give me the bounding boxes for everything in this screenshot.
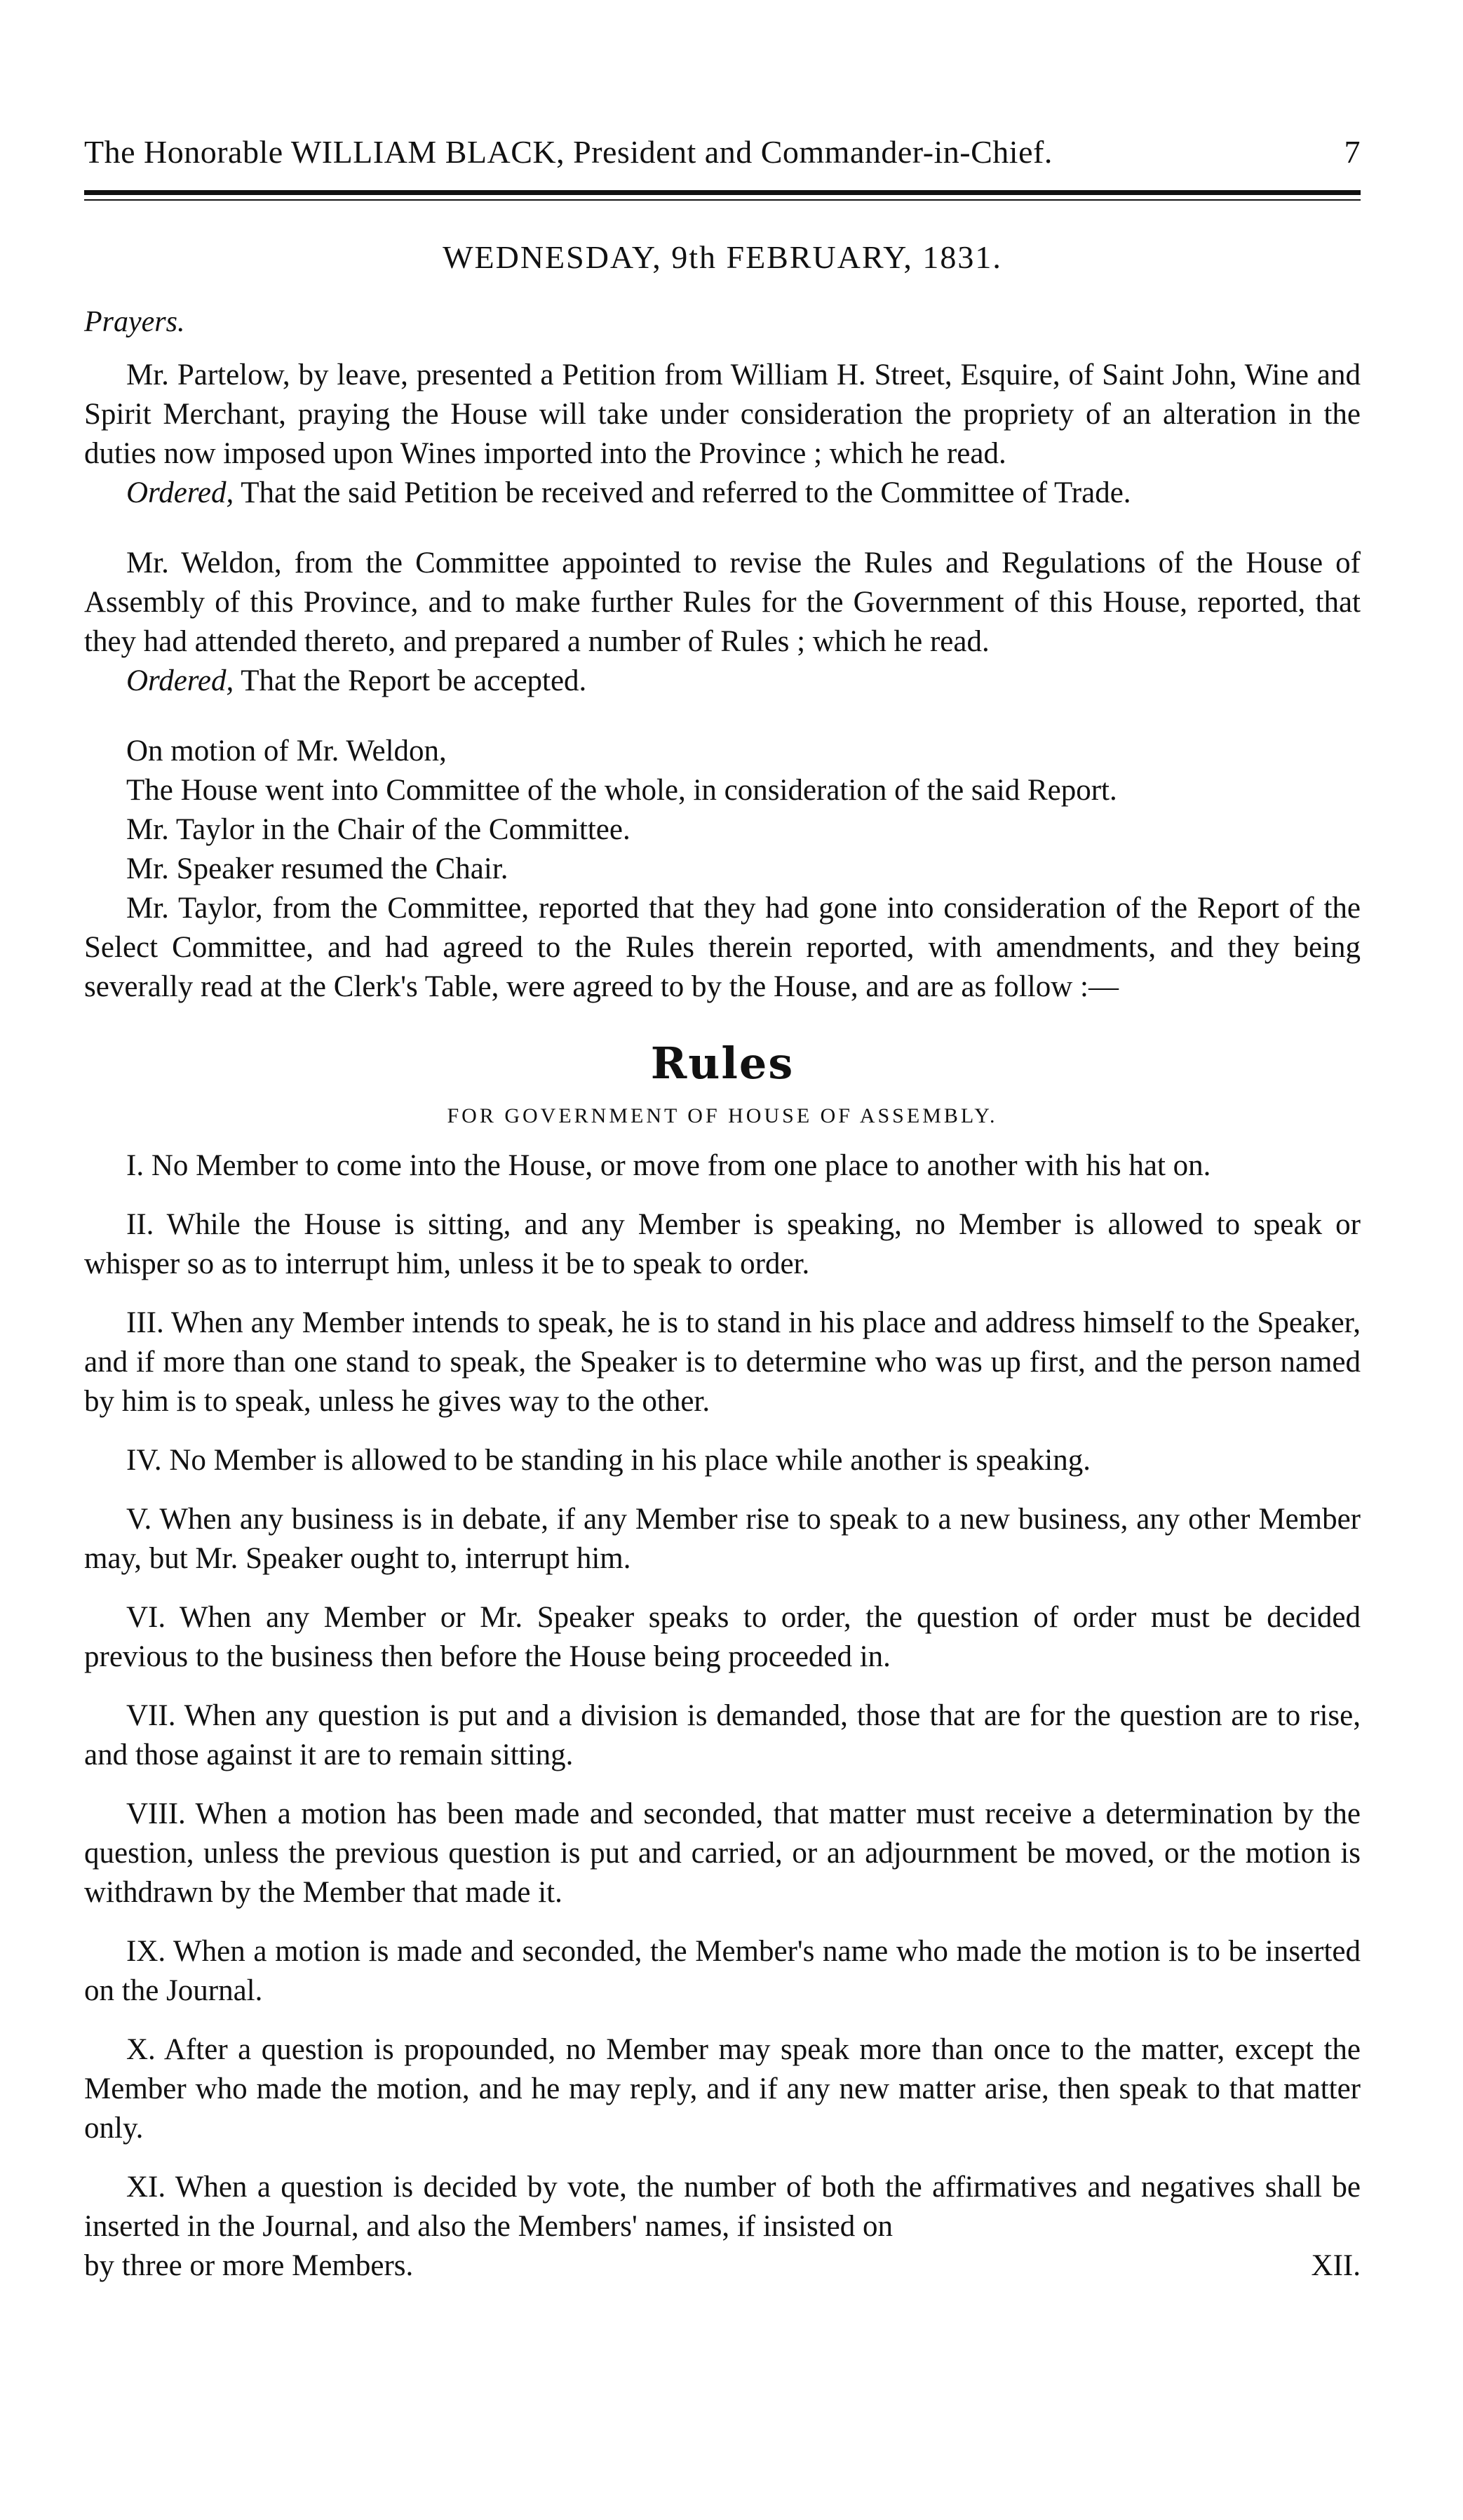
rule-text: No Member is allowed to be standing in his place while another is speaking. [161,1444,1091,1477]
rule-item [84,1441,1361,1480]
prayers-label: Prayers. [84,306,185,338]
rule-text: When any question is put and a division is demanded, those that are for the question are to rise, and those against it are to remain sitting. [84,1699,1361,1771]
rule-number: VI. [126,1601,166,1634]
rule-number: II. [126,1208,154,1241]
catchword: XII. [1311,2249,1361,2282]
rules-heading: Rules [650,1038,795,1089]
rule-number: I. [126,1149,144,1182]
rule-text: After a question is propounded, no Member may speak more than once to the matter, except the Member who made the motion, and he may reply, and if any new matter arise, then speak to that matter only. [84,2033,1361,2145]
ordered-label: Ordered, [126,476,234,509]
rule-text: When any business is in debate, if any Member rise to speak to a new business, any other Member may, but Mr. Speaker ought to, interrupt him. [84,1503,1361,1575]
rule-item [84,1795,1361,1912]
rule-item [84,1932,1361,2011]
date-heading: WEDNESDAY, 9th FEBRUARY, 1831. [443,239,1002,275]
rule-item [84,1205,1361,1284]
rules-subheading: FOR GOVERNMENT OF HOUSE OF ASSEMBLY. [447,1104,998,1127]
rule-number: XI. [126,2171,166,2204]
rule-item [84,1146,1361,1186]
rule-text: When a motion is made and seconded, the Member's name who made the motion is to be inserted on the Journal. [84,1935,1361,2007]
committee-report-paragraph: Mr. Taylor, from the Committee, reported that they had gone into consideration of the Report of the Select Committee, and had agreed to the Rules therein reported, with amendments, and they being severally read at the Clerk's Table, were agreed to by the House, and are as follow :— [84,892,1361,1003]
paragraph-committee-report: Mr. Weldon, from the Committee appointed to revise the Rules and Regulations of the House of Assembly of this Province, and to make further Rules for the Government of this House, reported, that they had attended thereto, and prepared a number of Rules ; which he read. [84,547,1361,658]
rule-text: No Member to come into the House, or move from one place to another with his hat on. [144,1149,1211,1182]
rule-text-last-line: by three or more Members. [84,2249,414,2282]
rule-item [84,1303,1361,1421]
rule-text: When a motion has been made and seconded, that matter must receive a determination by the question, unless the previous question is put and carried, or an adjournment be moved, or the motion is withdrawn by the Member that made it. [84,1797,1361,1909]
chair-line: Mr. Taylor in the Chair of the Committee. [126,813,631,846]
committee-line: The House went into Committee of the whole, in consideration of the said Report. [126,774,1117,807]
rule-number: IX. [126,1935,166,1968]
rule-item [84,1598,1361,1677]
rule-item [84,1696,1361,1775]
header-rule-thick [84,190,1361,195]
header-rule-thin [84,199,1361,201]
rule-number: X. [126,2033,156,2066]
rule-text: When any Member or Mr. Speaker speaks to order, the question of order must be decided previous to the business then before the House being proceeded in. [84,1601,1361,1673]
rule-text: While the House is sitting, and any Member is speaking, no Member is allowed to speak or whisper so as to interrupt him, unless it be to speak to order. [84,1208,1361,1280]
ordered-report [84,662,1361,701]
ordered-petition [84,474,1361,513]
ordered-label: Ordered, [126,664,234,697]
rule-number: III. [126,1306,164,1339]
header-title: The Honorable WILLIAM BLACK, President and Commander-in-Chief. [84,134,1053,170]
rule-text: When any Member intends to speak, he is to stand in his place and address himself to the Speaker, and if more than one stand to speak, the Speaker is to determine who was up first, and the person named by him is to speak, unless he gives way to the other. [84,1306,1361,1418]
running-header [84,133,1361,170]
rule-number: VIII. [126,1797,186,1830]
page-number: 7 [1344,134,1361,170]
speaker-line: Mr. Speaker resumed the Chair. [126,852,508,885]
rule-number: IV. [126,1444,162,1477]
page [84,133,1361,2305]
rule-number: V. [126,1503,152,1536]
rule-number: VII. [126,1699,176,1732]
ordered-text: That the said Petition be received and referred to the Committee of Trade. [234,476,1131,509]
rules-list [84,1146,1361,2286]
paragraph-petition: Mr. Partelow, by leave, presented a Petition from William H. Street, Esquire, of Saint John, Wine and Spirit Merchant, praying the House will take under consideration the propriety of an alteration in the duties now imposed upon Wines imported into the Province ; which he read. [84,358,1361,470]
rule-text: When a question is decided by vote, the number of both the affirmatives and negatives shall be inserted in the Journal, and also the Members' names, if insisted on [84,2171,1361,2243]
rule-item-xi [84,2168,1361,2286]
rule-item [84,1500,1361,1579]
ordered-text: That the Report be accepted. [234,664,587,697]
motion-line: On motion of Mr. Weldon, [126,735,447,768]
rule-item [84,2030,1361,2148]
